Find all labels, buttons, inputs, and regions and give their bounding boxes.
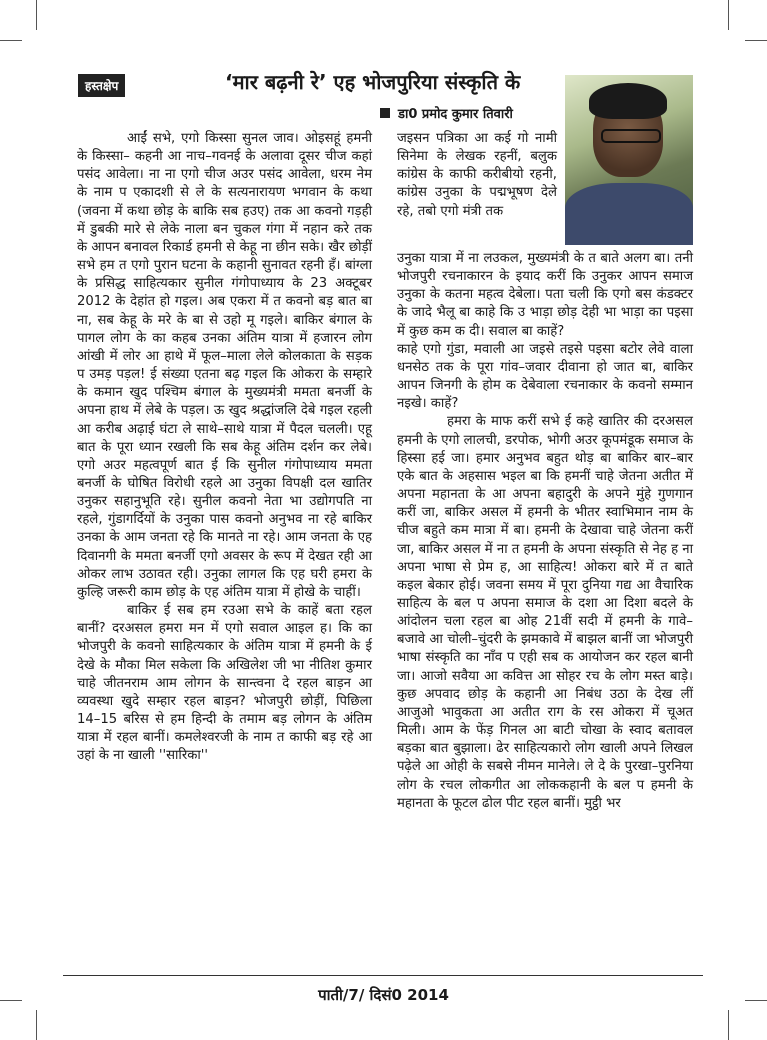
crop-mark <box>36 1010 37 1040</box>
crop-mark <box>728 1010 729 1040</box>
paragraph: काहे एगो गुंडा, मवाली आ जइसे तइसे पइसा बटोर लेवे वाला धनसेठ तक के पूरा गांव–जवार दीवाना हो जात बा, बाकिर आपन जिनगी के होम क देबेवाला रचनाकार के कवनो सम्मान नइखे। काहें? <box>397 341 693 412</box>
photo-hair <box>589 83 667 119</box>
right-column-top <box>397 130 557 221</box>
section-tag: हस्तक्षेप <box>78 74 125 97</box>
left-column <box>77 130 372 765</box>
right-column <box>397 250 693 813</box>
paragraph: जइसन पत्रिका आ कई गो नामी सिनेमा के लेखक रहनीं, बलुक कांग्रेस के काफी करीबीयो रहनी, कांग्रेस उनुका के पद्मभूषण देले रहे, तबो एगो मंत्री तक <box>397 131 557 219</box>
photo-shirt <box>565 183 693 245</box>
paragraph: बाकिर ई सब हम रउआ सभे के काहें बता रहल बानीं? दरअसल हमरा मन में एगो सवाल आइल ह। कि का भोजपुरी के कवनो साहित्यकार के अंतिम यात्रा में हमनी के ई देखे के मौका मिल सकेला कि अखिलेश जी भा नीतिश कुमार चाहे जीतनराम आम लोगन के सान्त्वना दे रहल बाड़न आ व्यवस्था खुदे सम्हार रहल बाड़न? भोजपुरी छोड़ीं, पिछिला 14–15 बरिस से हम हिन्दी के तमाम बड़ लोगन के अंतिम यात्रा में रहल बानीं। कमलेश्वरजी के नाम त काफी बड़ रहे आ उहां के ना खाली ''सारिका'' <box>77 603 372 764</box>
author-photo <box>565 75 693 245</box>
photo-glasses <box>601 129 661 143</box>
footer-divider <box>63 975 703 976</box>
paragraph: आईं सभे, एगो किस्सा सुनल जाव। ओइसहूं हमनी के किस्सा– कहनी आ नाच–गवनई के अलावा दूसर चीज कहां पसंद आवेला। ना ना एगो चीज अउर पसंद आवेला, धरम नेम के नाम प एकादशी से ले के सत्यनारायण भगवान के कथा (जवना में कथा छोड़ के बाकि सब हउए) तक आ कवनो गड़ही में डुबकी मारे से लेके नाला बन चुकल गंगा में नहान करे तक के आपन बनावल रिकार्ड हमनी से केहू ना छीन सके। खैर छोड़ीं सभे हम त एगो पुरान घटना के कहानी सुनावत रहनी हँ। बांग्ला के प्रसिद्ध साहित्यकार सुनील गंगोपाध्याय के 23 अक्टूबर 2012 के देहांत हो गइल। अब एकरा में त कवनो बड़ बात बा ना, सब केहू के मरे के बा से उहो मू गइले। बाकिर बंगाल के पागल लोग के का कहब उनका अंतिम यात्रा में हजारन लोग आंखी में लोर आ हाथे में फूल–माला लेले कोलकाता के सड़क प उमड़ पड़ल! ई संख्या एतना बढ़ गइल कि ओकरा के सम्हारे के कमान खुद पश्चिम बंगाल के मुख्यमंत्री ममता बनर्जी के अपना हाथ में लेबे के पड़ल। ऊ खुद श्रद्धांजलि देबे गइल रहली आ करीब अढ़ाई घंटा ले साथे–साथे यात्रा में पैदल चलली। एहू बात के पूरा ध्यान रखली कि सब केहू अंतिम दर्शन कर लेबे। एगो अउर महत्वपूर्ण बात ई कि सुनील गंगोपाध्याय ममता बनर्जी के घोषित विरोधी रहले आ उनुका विपक्षी दल खातिर उनुकर सहानुभूति रहे। सुनील कवनो नेता भा उद्योगपति ना रहले, गुंडागर्दियों के उनुका पास कवनो अनुभव ना रहे बाकिर उनका के आम जनता रहे कि मानते ना रहे। आम जनता के एह दिवानगी के ममता बनर्जी एगो अवसर के रूप में देखत रही आ ओकर लाभ उठावत रही। उनुका लागल कि एह घरी हमरा के कुल्हि जरूरी काम छोड़ के एह अंतिम यात्रा में होखे के चाहीं। <box>77 131 372 600</box>
paragraph: हमरा के माफ करीं सभे ई कहे खातिर की दरअसल हमनी के एगो लालची, डरपोक, भोगी अउर कूपमंडूक समाज के हिस्सा हई जा। हमार अनुभव बहुत थोड़ बा बाकिर बार–बार एके बात के अहसास भइल बा कि हमनीं चाहे जेतना अतीत में अपना महानता के आ अपना बहादुरी के अपने मुंहे गुणगान करीं जा, बाकिर असल में हमनी के भीतर स्वाभिमान नाम के चीज बहुते कम मात्रा में बा। हमनी के देखावा चाहे जेतना करीं जा, बाकिर असल में ना त हमनी के अपना संस्कृति से नेह ह ना अपना भाषा से प्रेम ह, आ साहित्य! ओकरा बारे में त बाते कइल बेकार होई। जवना समय में पूरा दुनिया गद्य आ वैचारिक साहित्य के बल प अपना समाज के दशा आ दिशा बदले के आंदोलन चला रहल बा ओह 21वीं सदी में हमनी के गावे–बजावे आ चोली–चुंदरी के झमकावे में बाझल बानीं जा भोजपुरी भाषा संस्कृति का नाँव प एही सब क आयोजन कर रहल बानी जा। आजो सवैया आ कवित्त आ सोहर रच के लोग मस्त बाड़े। कुछ अपवाद छोड़ के कहानी आ निबंध उठा के देख लीं आजुओ भावुकता आ अतीत राग के रस ओकरा में चूअत मिली। आम के फेंड़ गिनल आ बाटी चोखा के स्वाद बतावल बड़का बात बुझाला। ढेर साहित्यकारो लोग खाली अपने लिखल पढ़ेले आ ओही के सबसे नीमन मानेले। ले दे के पुरखा–पुरनिया लोग के रचल लोकगीत आ लोककहानी के बल प हमनी के महानता के फूटल ढोल पीट रहल बानीं। मुट्ठी भर <box>397 414 693 811</box>
article-headline: ‘मार बढ़नी रे’ एह भोजपुरिया संस्कृति के <box>225 70 521 94</box>
page-footer: पाती/7/ दिसं0 2014 <box>318 986 449 1004</box>
crop-mark <box>36 0 37 30</box>
paragraph: उनुका यात्रा में ना लउकल, मुख्यमंत्री के त बाते अलग बा। तनी भोजपुरी रचनाकारन के इयाद करीं कि उनुकर आपन समाज उनुका के कतना महत्व देबेला। पता चली कि एगो बस कंडक्टर के जादे भैलू बा काहे कि उ भाड़ा छोड़ देही भा भाड़ा का पइसा में कुछ कम क दी। सवाल बा काहें? <box>397 251 693 339</box>
square-bullet-icon <box>380 108 390 118</box>
crop-mark <box>0 40 22 41</box>
author-byline <box>380 104 513 122</box>
crop-mark <box>728 0 729 30</box>
author-name: डा0 प्रमोद कुमार तिवारी <box>398 107 513 122</box>
crop-mark <box>745 40 767 41</box>
